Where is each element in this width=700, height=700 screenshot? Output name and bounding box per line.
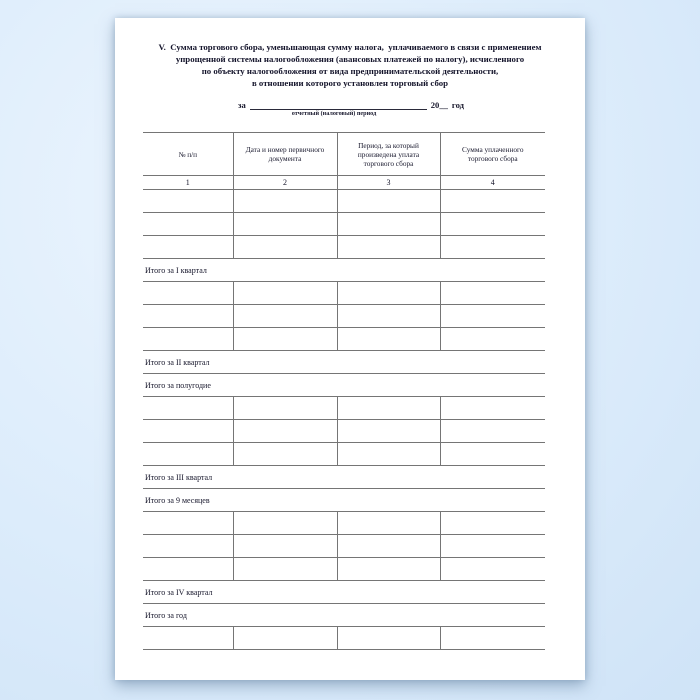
- table-row: [143, 397, 545, 420]
- empty-cell: [440, 627, 545, 650]
- empty-cell: [440, 512, 545, 535]
- empty-cell: [143, 236, 233, 259]
- table-row: [143, 282, 545, 305]
- empty-cell: [143, 282, 233, 305]
- empty-cell: [337, 443, 440, 466]
- total-row-label: Итого за год: [143, 604, 545, 627]
- section-title: [115, 41, 585, 89]
- table-row: [143, 420, 545, 443]
- total-row-9-months: [143, 489, 545, 512]
- section-title-line: упрощенной системы налогообложения (авансовых платежей по налогу), исчисленного: [175, 54, 525, 64]
- empty-cell: [440, 213, 545, 236]
- table-row: [143, 443, 545, 466]
- empty-cell: [233, 236, 337, 259]
- period-prefix-label: за: [238, 100, 246, 110]
- empty-cell: [233, 328, 337, 351]
- table-row: [143, 236, 545, 259]
- total-row-label: Итого за 9 месяцев: [143, 489, 545, 512]
- empty-cell: [337, 213, 440, 236]
- empty-cell: [233, 443, 337, 466]
- empty-cell: [143, 397, 233, 420]
- empty-cell: [233, 213, 337, 236]
- total-row-label: Итого за III квартал: [143, 466, 545, 489]
- col-header-period: Период, за который произведена уплата торгового сбора: [337, 133, 440, 176]
- total-row-year: [143, 604, 545, 627]
- document-page: [115, 18, 585, 680]
- empty-cell: [233, 420, 337, 443]
- empty-cell: [143, 328, 233, 351]
- col-header-document: Дата и номер первичного документа: [233, 133, 337, 176]
- empty-cell: [337, 305, 440, 328]
- empty-cell: [337, 535, 440, 558]
- empty-cell: [440, 190, 545, 213]
- table-row: [143, 558, 545, 581]
- empty-cell: [143, 213, 233, 236]
- table-row: [143, 512, 545, 535]
- empty-cell: [233, 190, 337, 213]
- table-row: [143, 535, 545, 558]
- empty-cell: [143, 305, 233, 328]
- total-row-q3: [143, 466, 545, 489]
- total-row-q1: [143, 259, 545, 282]
- empty-cell: [143, 535, 233, 558]
- empty-cell: [337, 627, 440, 650]
- col-header-sum: Сумма уплаченного торгового сбора: [440, 133, 545, 176]
- empty-cell: [337, 282, 440, 305]
- empty-cell: [143, 558, 233, 581]
- empty-cell: [337, 512, 440, 535]
- empty-cell: [440, 443, 545, 466]
- period-year-suffix-label: год: [451, 100, 464, 110]
- empty-cell: [337, 236, 440, 259]
- column-number: 4: [440, 176, 545, 190]
- empty-cell: [233, 535, 337, 558]
- section-title-line: в отношении которого установлен торговый сбор: [251, 78, 449, 88]
- empty-cell: [440, 236, 545, 259]
- empty-cell: [233, 397, 337, 420]
- empty-cell: [337, 558, 440, 581]
- col-header-row-number: № п/п: [143, 133, 233, 176]
- empty-cell: [143, 443, 233, 466]
- empty-cell: [143, 512, 233, 535]
- reporting-period-line: [238, 100, 464, 110]
- empty-cell: [440, 328, 545, 351]
- period-caption: отчетный (налоговый) период: [291, 110, 377, 117]
- empty-cell: [337, 190, 440, 213]
- total-row-q4: [143, 581, 545, 604]
- empty-cell: [440, 397, 545, 420]
- table-header-row: [143, 133, 545, 176]
- empty-cell: [337, 328, 440, 351]
- table-row: [143, 627, 545, 650]
- table-row: [143, 328, 545, 351]
- column-number: 1: [143, 176, 233, 190]
- empty-cell: [440, 420, 545, 443]
- section-title-line: по объекту налогообложения от вида предпринимательской деятельности,: [201, 66, 499, 76]
- trade-fee-table: [143, 132, 545, 650]
- total-row-label: Итого за IV квартал: [143, 581, 545, 604]
- total-row-label: Итого за II квартал: [143, 351, 545, 374]
- empty-cell: [143, 190, 233, 213]
- period-year-label: 20__: [430, 100, 448, 110]
- table-row: [143, 213, 545, 236]
- empty-cell: [440, 282, 545, 305]
- section-title-line: V. Сумма торгового сбора, уменьшающая сумму налога, уплачиваемого в связи с применением: [158, 42, 542, 52]
- total-row-half-year: [143, 374, 545, 397]
- column-number: 2: [233, 176, 337, 190]
- total-row-label: Итого за I квартал: [143, 259, 545, 282]
- empty-cell: [143, 627, 233, 650]
- period-blank-field: [250, 101, 427, 110]
- empty-cell: [337, 420, 440, 443]
- column-numbers-row: [143, 176, 545, 190]
- empty-cell: [440, 305, 545, 328]
- column-number: 3: [337, 176, 440, 190]
- empty-cell: [233, 558, 337, 581]
- table-row: [143, 305, 545, 328]
- total-row-label: Итого за полугодие: [143, 374, 545, 397]
- table-row: [143, 190, 545, 213]
- empty-cell: [233, 512, 337, 535]
- empty-cell: [233, 282, 337, 305]
- empty-cell: [440, 558, 545, 581]
- empty-cell: [143, 420, 233, 443]
- empty-cell: [440, 535, 545, 558]
- empty-cell: [337, 397, 440, 420]
- total-row-q2: [143, 351, 545, 374]
- empty-cell: [233, 305, 337, 328]
- empty-cell: [233, 627, 337, 650]
